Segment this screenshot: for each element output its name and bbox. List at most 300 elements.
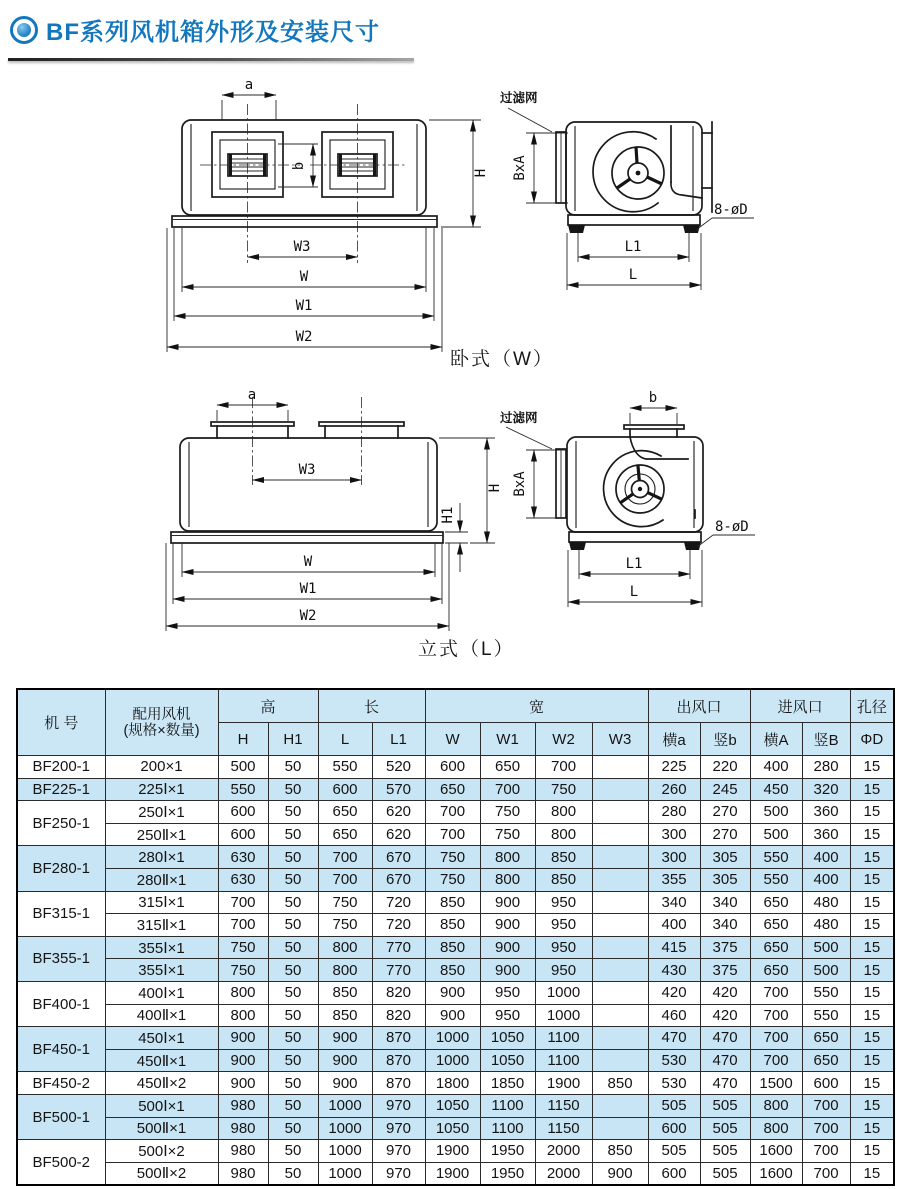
value-cell: 970	[372, 1117, 425, 1140]
value-cell: 500	[750, 801, 802, 824]
filter-label	[500, 410, 552, 449]
value-cell: 315Ⅰ×1	[105, 891, 218, 914]
value-cell: 470	[648, 1027, 700, 1050]
value-cell: 700	[802, 1117, 850, 1140]
base-plate	[569, 532, 701, 550]
value-cell: 700	[480, 778, 535, 801]
value-cell: 15	[850, 1004, 894, 1027]
value-cell: 50	[268, 936, 318, 959]
model-cell: BF400-1	[17, 981, 105, 1026]
value-cell: 800	[480, 846, 535, 869]
value-cell: 980	[218, 1117, 268, 1140]
value-cell: 50	[268, 1117, 318, 1140]
value-cell: 375	[700, 959, 750, 982]
value-cell: 225	[648, 756, 700, 779]
value-cell: 900	[425, 1004, 480, 1027]
value-cell: 430	[648, 959, 700, 982]
dim-b	[278, 144, 318, 187]
value-cell: 50	[268, 846, 318, 869]
svg-text:b: b	[648, 390, 658, 406]
fan-impeller	[604, 451, 664, 527]
value-cell: 1950	[480, 1162, 535, 1185]
base-plate	[172, 216, 437, 227]
value-cell: 15	[850, 981, 894, 1004]
value-cell: 340	[700, 891, 750, 914]
value-cell: 360	[802, 823, 850, 846]
svg-text:过滤网: 过滤网	[500, 91, 538, 105]
value-cell: 1050	[425, 1117, 480, 1140]
fan-box-outline	[180, 438, 437, 531]
value-cell: 600	[648, 1117, 700, 1140]
col-L: L	[318, 723, 372, 756]
value-cell: 1900	[425, 1162, 480, 1185]
value-cell: 600	[218, 823, 268, 846]
svg-text:W1: W1	[295, 298, 313, 314]
value-cell: 500	[802, 936, 850, 959]
holes-callout	[697, 519, 755, 547]
value-cell: 15	[850, 1162, 894, 1185]
value-cell: 1050	[480, 1049, 535, 1072]
duct-stub	[624, 425, 684, 437]
value-cell: 400	[802, 846, 850, 869]
value-cell: 750	[425, 868, 480, 891]
value-cell: 460	[648, 1004, 700, 1027]
value-cell: 15	[850, 1094, 894, 1117]
value-cell: 900	[318, 1027, 372, 1050]
col-fan-line1: 配用风机	[132, 706, 191, 723]
value-cell: 1900	[425, 1140, 480, 1163]
value-cell: 650	[750, 936, 802, 959]
fan-box-outline	[566, 122, 712, 215]
table-row	[17, 891, 894, 914]
value-cell: 630	[218, 868, 268, 891]
value-cell: 1000	[318, 1094, 372, 1117]
model-cell: BF280-1	[17, 846, 105, 891]
value-cell: 500	[750, 823, 802, 846]
value-cell: 900	[480, 891, 535, 914]
value-cell: 50	[268, 1162, 318, 1185]
value-cell: 900	[425, 981, 480, 1004]
value-cell	[592, 1049, 648, 1072]
value-cell: 315Ⅱ×1	[105, 914, 218, 937]
col-group-width: 宽	[425, 689, 648, 723]
model-cell: BF450-2	[17, 1072, 105, 1095]
table-row	[17, 981, 894, 1004]
value-cell	[592, 1004, 648, 1027]
svg-text:L1: L1	[624, 239, 642, 255]
value-cell: 15	[850, 1027, 894, 1050]
value-cell: 970	[372, 1094, 425, 1117]
table-row	[17, 1094, 894, 1117]
value-cell: 750	[218, 959, 268, 982]
table-row	[17, 1117, 894, 1140]
value-cell: 355Ⅰ×1	[105, 936, 218, 959]
col-outlet-b: 竖b	[700, 723, 750, 756]
dim-W3	[253, 462, 362, 480]
horizontal-caption: 卧式（W）	[450, 349, 554, 370]
value-cell: 450Ⅱ×2	[105, 1072, 218, 1095]
col-group-hole: 孔径	[850, 689, 894, 723]
value-cell: 1850	[480, 1072, 535, 1095]
value-cell: 1600	[750, 1162, 802, 1185]
value-cell: 800	[535, 823, 592, 846]
value-cell: 820	[372, 1004, 425, 1027]
col-group-height: 高	[218, 689, 318, 723]
value-cell: 50	[268, 1072, 318, 1095]
value-cell: 15	[850, 756, 894, 779]
value-cell: 505	[648, 1140, 700, 1163]
value-cell: 470	[700, 1072, 750, 1095]
value-cell: 450	[750, 778, 802, 801]
value-cell: 550	[802, 1004, 850, 1027]
value-cell: 700	[218, 914, 268, 937]
value-cell: 700	[802, 1162, 850, 1185]
value-cell: 700	[750, 1027, 802, 1050]
value-cell: 400	[802, 868, 850, 891]
value-cell: 800	[750, 1117, 802, 1140]
value-cell: 850	[318, 1004, 372, 1027]
value-cell	[592, 959, 648, 982]
value-cell: 700	[535, 756, 592, 779]
filter-strip	[556, 132, 566, 203]
value-cell: 340	[700, 914, 750, 937]
col-group-outlet: 出风口	[648, 689, 750, 723]
value-cell: 870	[372, 1072, 425, 1095]
value-cell: 720	[372, 891, 425, 914]
value-cell: 1100	[480, 1117, 535, 1140]
value-cell: 375	[700, 936, 750, 959]
value-cell: 500Ⅱ×1	[105, 1117, 218, 1140]
col-H: H	[218, 723, 268, 756]
col-inlet-A: 横A	[750, 723, 802, 756]
value-cell: 500	[218, 756, 268, 779]
value-cell: 450Ⅱ×1	[105, 1049, 218, 1072]
value-cell: 980	[218, 1162, 268, 1185]
value-cell: 550	[750, 868, 802, 891]
svg-text:H: H	[487, 483, 503, 493]
model-cell: BF250-1	[17, 801, 105, 846]
value-cell: 15	[850, 778, 894, 801]
value-cell: 400Ⅰ×1	[105, 981, 218, 1004]
table-row	[17, 1049, 894, 1072]
svg-text:W2: W2	[299, 608, 317, 624]
value-cell: 750	[218, 936, 268, 959]
value-cell: 470	[700, 1049, 750, 1072]
dimension-table-body	[17, 756, 894, 1186]
mounting-foot	[569, 542, 586, 550]
value-cell: 505	[648, 1094, 700, 1117]
value-cell: 1050	[480, 1027, 535, 1050]
svg-text:H1: H1	[440, 506, 456, 524]
dimension-table-wrap	[16, 688, 894, 1186]
value-cell: 15	[850, 959, 894, 982]
value-cell: 15	[850, 1140, 894, 1163]
value-cell	[592, 1094, 648, 1117]
value-cell	[592, 1117, 648, 1140]
value-cell: 280Ⅱ×1	[105, 868, 218, 891]
value-cell: 650	[425, 778, 480, 801]
value-cell: 50	[268, 756, 318, 779]
dim-BxA	[512, 133, 568, 203]
fan-impeller	[593, 126, 702, 212]
value-cell: 305	[700, 868, 750, 891]
col-W3: W3	[592, 723, 648, 756]
svg-text:H: H	[473, 168, 489, 178]
model-cell: BF450-1	[17, 1027, 105, 1072]
dim-a	[222, 77, 276, 120]
section-bullet-icon	[10, 16, 38, 44]
value-cell: 520	[372, 756, 425, 779]
value-cell: 720	[372, 914, 425, 937]
value-cell: 420	[700, 1004, 750, 1027]
value-cell: 900	[480, 914, 535, 937]
value-cell: 850	[535, 846, 592, 869]
value-cell: 1800	[425, 1072, 480, 1095]
dim-W	[182, 228, 426, 292]
value-cell: 950	[480, 981, 535, 1004]
value-cell: 500Ⅰ×1	[105, 1094, 218, 1117]
value-cell: 700	[802, 1140, 850, 1163]
value-cell: 500Ⅱ×2	[105, 1162, 218, 1185]
value-cell: 1000	[318, 1162, 372, 1185]
value-cell: 750	[535, 778, 592, 801]
value-cell: 15	[850, 936, 894, 959]
value-cell: 505	[700, 1094, 750, 1117]
filter-strip	[556, 449, 566, 518]
value-cell: 1600	[750, 1140, 802, 1163]
table-row	[17, 846, 894, 869]
value-cell: 480	[802, 891, 850, 914]
section-header	[8, 12, 428, 52]
value-cell: 700	[750, 1049, 802, 1072]
table-row	[17, 1140, 894, 1163]
vertical-caption: 立式（L）	[418, 639, 515, 660]
value-cell: 850	[318, 981, 372, 1004]
value-cell: 50	[268, 1027, 318, 1050]
table-row	[17, 1162, 894, 1185]
value-cell: 900	[218, 1027, 268, 1050]
value-cell: 750	[480, 823, 535, 846]
value-cell: 700	[802, 1094, 850, 1117]
value-cell: 50	[268, 801, 318, 824]
value-cell: 50	[268, 1094, 318, 1117]
value-cell: 900	[318, 1049, 372, 1072]
louver-grille	[200, 104, 300, 263]
value-cell: 400	[750, 756, 802, 779]
table-row	[17, 756, 894, 779]
value-cell: 15	[850, 1072, 894, 1095]
svg-text:W1: W1	[299, 581, 317, 597]
value-cell: 870	[372, 1027, 425, 1050]
svg-text:BxA: BxA	[512, 155, 528, 181]
value-cell: 320	[802, 778, 850, 801]
col-group-inlet: 进风口	[750, 689, 850, 723]
dim-W3	[248, 239, 358, 257]
table-row	[17, 1027, 894, 1050]
value-cell: 750	[425, 846, 480, 869]
value-cell: 750	[480, 801, 535, 824]
value-cell: 1900	[535, 1072, 592, 1095]
value-cell: 850	[425, 936, 480, 959]
table-row	[17, 801, 894, 824]
value-cell: 650	[750, 914, 802, 937]
svg-text:W3: W3	[293, 239, 311, 255]
value-cell: 600	[425, 756, 480, 779]
value-cell: 650	[802, 1049, 850, 1072]
duct-stub	[211, 397, 294, 485]
value-cell: 700	[218, 891, 268, 914]
col-fan	[105, 689, 218, 756]
value-cell: 50	[268, 959, 318, 982]
svg-text:过滤网: 过滤网	[500, 411, 538, 425]
value-cell: 280Ⅰ×1	[105, 846, 218, 869]
value-cell: 650	[318, 801, 372, 824]
value-cell: 15	[850, 1049, 894, 1072]
value-cell: 770	[372, 959, 425, 982]
value-cell: 800	[480, 868, 535, 891]
value-cell: 15	[850, 914, 894, 937]
svg-text:BxA: BxA	[512, 471, 528, 497]
horizontal-side-diagram	[490, 70, 830, 370]
value-cell: 355Ⅰ×1	[105, 959, 218, 982]
value-cell: 415	[648, 936, 700, 959]
value-cell: 980	[218, 1140, 268, 1163]
value-cell: 1000	[425, 1049, 480, 1072]
value-cell: 670	[372, 846, 425, 869]
table-row	[17, 914, 894, 937]
value-cell: 420	[700, 981, 750, 1004]
model-cell: BF355-1	[17, 936, 105, 981]
value-cell: 280	[648, 801, 700, 824]
svg-text:W: W	[299, 269, 309, 285]
dim-L1	[579, 550, 690, 579]
value-cell: 950	[535, 891, 592, 914]
value-cell	[592, 981, 648, 1004]
value-cell: 770	[372, 936, 425, 959]
value-cell: 1000	[535, 981, 592, 1004]
col-H1: H1	[268, 723, 318, 756]
value-cell: 650	[318, 823, 372, 846]
value-cell: 50	[268, 1049, 318, 1072]
svg-text:L1: L1	[625, 556, 643, 572]
value-cell: 1150	[535, 1094, 592, 1117]
value-cell: 900	[318, 1072, 372, 1095]
dimension-table	[16, 688, 895, 1186]
value-cell: 270	[700, 801, 750, 824]
value-cell: 800	[750, 1094, 802, 1117]
dim-W1	[173, 543, 442, 604]
value-cell: 50	[268, 1140, 318, 1163]
dim-b	[630, 390, 677, 424]
value-cell: 550	[750, 846, 802, 869]
value-cell: 600	[218, 801, 268, 824]
value-cell: 15	[850, 846, 894, 869]
value-cell	[592, 891, 648, 914]
value-cell: 550	[802, 981, 850, 1004]
value-cell: 980	[218, 1094, 268, 1117]
table-header	[17, 689, 894, 756]
model-cell: BF500-1	[17, 1094, 105, 1139]
value-cell	[592, 756, 648, 779]
value-cell: 50	[268, 778, 318, 801]
value-cell: 800	[318, 959, 372, 982]
value-cell: 50	[268, 914, 318, 937]
value-cell: 850	[592, 1140, 648, 1163]
model-cell: BF200-1	[17, 756, 105, 779]
value-cell: 15	[850, 891, 894, 914]
model-cell: BF500-2	[17, 1140, 105, 1186]
value-cell: 600	[802, 1072, 850, 1095]
col-group-length: 长	[318, 689, 425, 723]
value-cell	[592, 936, 648, 959]
value-cell: 1100	[535, 1049, 592, 1072]
table-row	[17, 823, 894, 846]
horizontal-front-diagram	[150, 70, 490, 370]
value-cell: 15	[850, 1117, 894, 1140]
dim-L1	[578, 233, 689, 262]
value-cell: 355	[648, 868, 700, 891]
value-cell: 225Ⅰ×1	[105, 778, 218, 801]
value-cell: 750	[318, 914, 372, 937]
value-cell: 500	[802, 959, 850, 982]
value-cell: 900	[218, 1072, 268, 1095]
value-cell: 900	[480, 936, 535, 959]
value-cell	[592, 801, 648, 824]
value-cell: 620	[372, 823, 425, 846]
value-cell: 850	[535, 868, 592, 891]
value-cell: 850	[425, 914, 480, 937]
dim-H1	[440, 503, 468, 572]
svg-text:a: a	[244, 77, 254, 93]
col-W2: W2	[535, 723, 592, 756]
value-cell: 650	[802, 1027, 850, 1050]
value-cell: 620	[372, 801, 425, 824]
svg-text:b: b	[291, 161, 307, 171]
value-cell: 2000	[535, 1162, 592, 1185]
value-cell: 1000	[318, 1140, 372, 1163]
value-cell	[592, 823, 648, 846]
value-cell: 50	[268, 868, 318, 891]
value-cell	[592, 1027, 648, 1050]
value-cell: 220	[700, 756, 750, 779]
holes-callout	[696, 202, 754, 230]
vertical-front-diagram	[150, 385, 510, 645]
value-cell: 280	[802, 756, 850, 779]
svg-text:L: L	[628, 267, 638, 283]
value-cell: 50	[268, 891, 318, 914]
louver-grille	[310, 104, 405, 263]
svg-text:L: L	[629, 584, 639, 600]
value-cell: 1100	[535, 1027, 592, 1050]
value-cell: 550	[218, 778, 268, 801]
value-cell: 950	[535, 959, 592, 982]
value-cell: 650	[750, 959, 802, 982]
value-cell: 300	[648, 823, 700, 846]
base-plate	[171, 532, 443, 543]
table-row	[17, 959, 894, 982]
value-cell: 900	[592, 1162, 648, 1185]
value-cell	[592, 846, 648, 869]
value-cell: 450Ⅰ×1	[105, 1027, 218, 1050]
svg-text:a: a	[247, 387, 257, 403]
value-cell: 950	[535, 914, 592, 937]
value-cell: 250Ⅱ×1	[105, 823, 218, 846]
value-cell: 550	[318, 756, 372, 779]
value-cell: 850	[425, 959, 480, 982]
value-cell: 305	[700, 846, 750, 869]
value-cell	[592, 914, 648, 937]
value-cell: 900	[218, 1049, 268, 1072]
